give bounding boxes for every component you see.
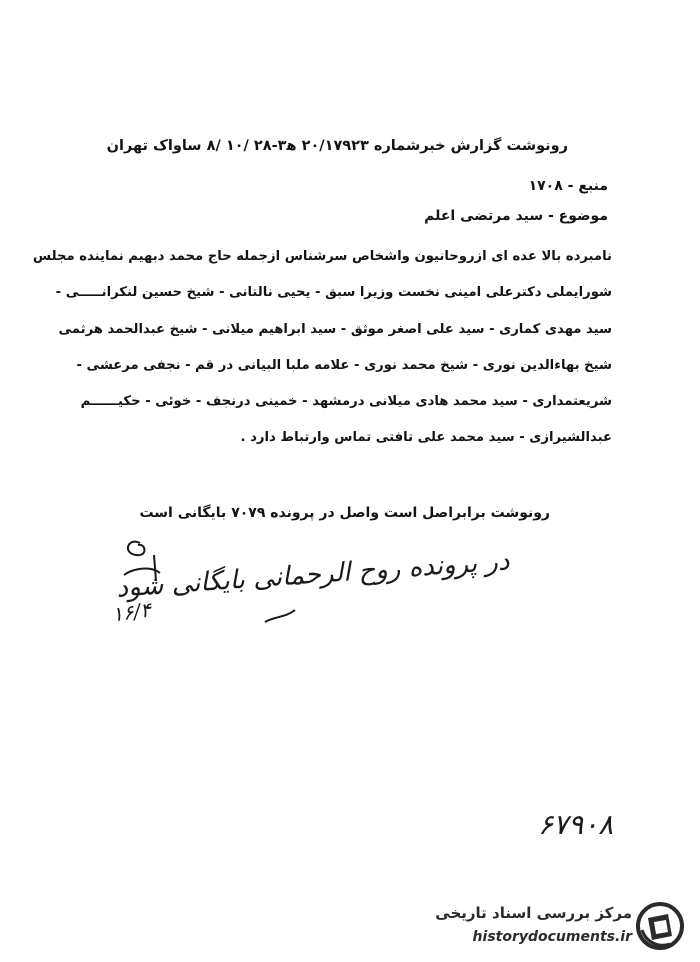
archive-watermark bbox=[420, 896, 690, 956]
body-line: نامبرده بالا عده ای ازروحانیون واشخاص سرشناس ازجمله حاج محمد دبهیم نماینده مجلس bbox=[32, 249, 612, 264]
body-line: شریعتمداری - سید محمد هادی میلانی درمشهد - خمینی درنجف - خوئی - حکیــــــم bbox=[80, 394, 612, 409]
page-number: ۶۷۹۰۸ bbox=[538, 808, 614, 841]
source-line: منبع - ۱۷۰۸ bbox=[528, 178, 608, 194]
body-line: شورایملی دکترعلی امینی نخست وزیرا سبق - یحیی نالتانی - شیخ حسین لنکرانـــــی - bbox=[55, 285, 612, 300]
body-line: شیخ بهاءالدین نوری - شیخ محمد نوری - علامه ملبا البیانی در قم - نجفی مرعشی - bbox=[76, 358, 612, 373]
archive-logo-icon bbox=[634, 900, 686, 952]
watermark-url: historydocuments.ir bbox=[472, 929, 632, 945]
watermark-title: مرکز بررسی اسناد تاریخی bbox=[435, 904, 632, 922]
body-line: سید مهدی کماری - سید علی اصغر موثق - سید ابراهیم میلانی - شیخ عبدالحمد هرثمی bbox=[58, 322, 612, 337]
handwritten-date: ۱۶/۴ bbox=[110, 597, 153, 627]
signature-tail bbox=[255, 600, 315, 630]
certification-line: رونوشت برابراصل است واصل در پرونده ۷۰۷۹ بایگانی است bbox=[139, 505, 550, 521]
subject-line: موضوع - سید مرتضی اعلم bbox=[424, 208, 608, 224]
body-line: عبدالشیرازی - سید محمد علی تافتی تماس وارتباط دارد . bbox=[240, 430, 612, 445]
report-header: رونوشت گزارش خبرشماره ۲۰/۱۷۹۲۳ ه‍۳-۲۸ /۱۰ /۸ ساواک تهران bbox=[106, 138, 568, 154]
handwritten-annotation: در پرونده روح الرحمانی بایگانی شود bbox=[115, 546, 511, 604]
